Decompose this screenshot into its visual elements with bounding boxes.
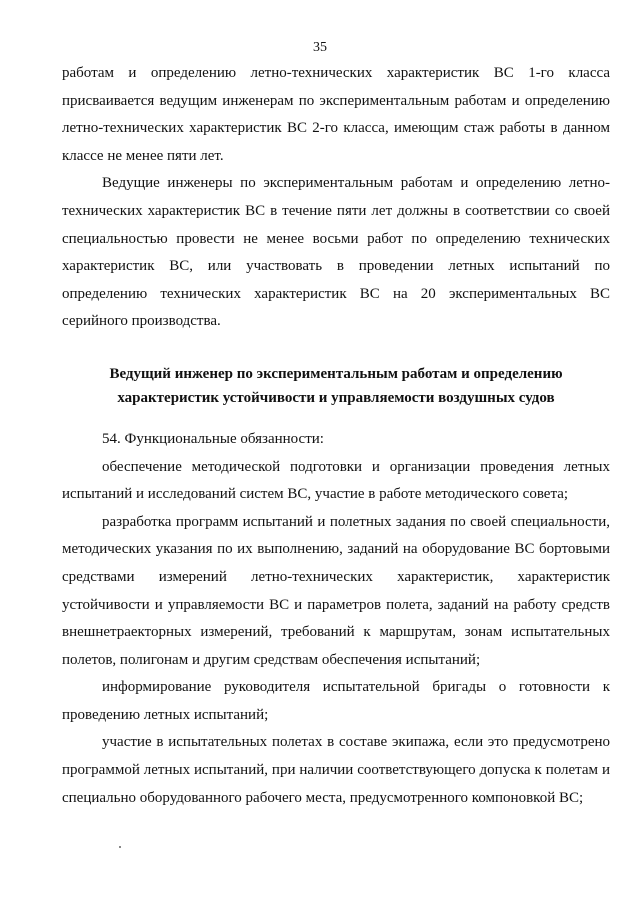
section-heading	[62, 362, 610, 410]
page-number: 35	[313, 40, 327, 55]
paragraph-leading-engineers-requirements: Ведущие инженеры по экспериментальным работам и определению летно-технических характеристик ВС в течение пяти лет должны в соответствии со своей специальностью провести не менее восьми работ по определению технических характеристик ВС, или участвовать в проведении летных испытаний по определению технических характеристик ВС на 20 экспериментальных ВС серийного производства.	[62, 175, 610, 330]
section-heading-line-2: характеристик устойчивости и управляемости воздушных судов	[117, 389, 555, 406]
paragraph-duty-flight-participation: участие в испытательных полетах в составе экипажа, если это предусмотрено программой летных испытаний, при наличии соответствующего допуска к полетам и специально оборудованного рабочего места, предусмотренного компоновкой ВС;	[62, 734, 610, 806]
scan-artifact-dot	[119, 846, 121, 848]
paragraph-duties-title: 54. Функциональные обязанности:	[102, 430, 324, 447]
page-content	[62, 60, 610, 812]
paragraph-duty-informing-manager: информирование руководителя испытательной бригады о готовности к проведению летных испытаний;	[62, 679, 610, 723]
paragraph-duty-test-programs: разработка программ испытаний и полетных задания по своей специальности, методических указания по их выполнению, заданий на оборудование ВС бортовыми средствами измерений летно-технических характеристик, характеристик устойчивости и управляемости ВС и параметров полета, заданий на работу средств внешнетраекторных измерений, требований к маршрутам, зонам испытательных полетов, полигонам и другим средствам обеспечения испытаний;	[62, 513, 610, 668]
section-heading-line-1: Ведущий инженер по экспериментальным работам и определению	[109, 365, 563, 382]
paragraph-class-assignment: работам и определению летно-технических характеристик ВС 1-го класса присваивается ведущим инженерам по экспериментальным работам и определению летно-технических характеристик ВС 2-го класса, имеющим стаж работы в данном классе не менее пяти лет.	[62, 65, 610, 164]
paragraph-duty-methodical-preparation: обеспечение методической подготовки и организации проведения летных испытаний и исследований систем ВС, участие в работе методического совета;	[62, 458, 610, 503]
